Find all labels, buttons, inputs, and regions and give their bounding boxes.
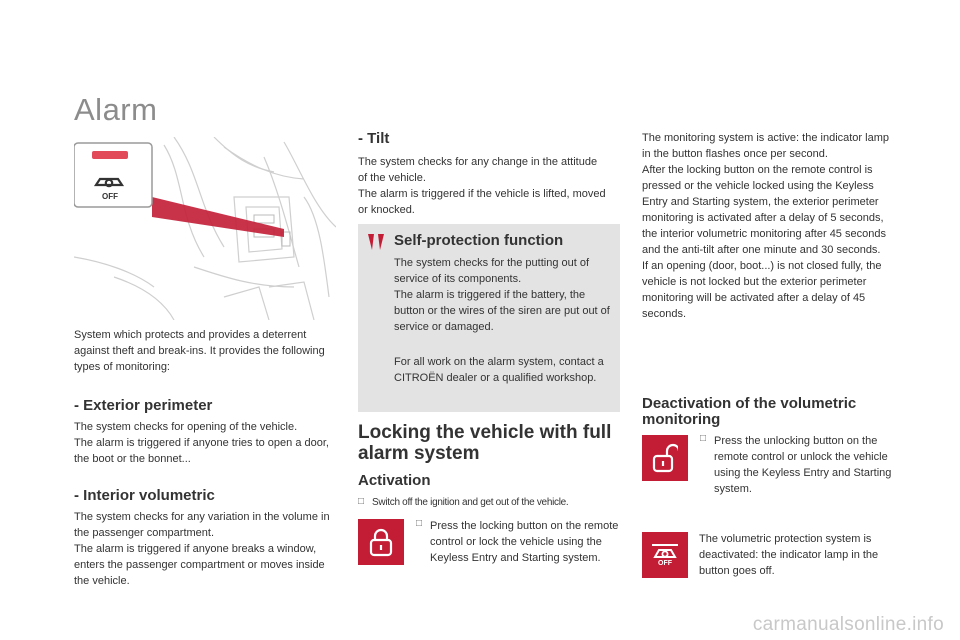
- exterior-heading: - Exterior perimeter: [74, 397, 213, 414]
- tilt-text: The system checks for any change in the attitude of the vehicle. The alarm is triggered if the vehicle is lifted, moved or knocked.: [358, 156, 606, 216]
- self-protection-box: [358, 224, 620, 412]
- dashboard-illustration: [74, 137, 336, 320]
- alarm-off-label: OFF: [658, 560, 672, 567]
- deactivation-step-text: Press the unlocking button on the remote control or unlock the vehicle using the Keyless Entry and Starting system.: [714, 435, 892, 495]
- interior-text: The system checks for any variation in the volume in the passenger compartment. The alarm is triggered if anyone breaks a window, enters the passenger compartment or moves inside the vehicle.: [74, 511, 330, 587]
- locking-heading: Locking the vehicle with full alarm system: [358, 422, 612, 464]
- illustration-off-label: OFF: [102, 192, 118, 201]
- page-title: Alarm: [74, 92, 158, 127]
- activation-step-1-text: Switch off the ignition and get out of the vehicle.: [372, 497, 569, 508]
- deactivation-result: The volumetric protection system is deactivated: the indicator lamp in the button goes off.: [699, 533, 879, 577]
- tilt-heading: - Tilt: [358, 130, 390, 147]
- bullet-icon: □: [416, 518, 423, 529]
- activation-step-2-text: Press the locking button on the remote control or lock the vehicle using the Keyless Entry and Starting system.: [430, 520, 619, 564]
- self-protection-note: For all work on the alarm system, contact a CITROËN dealer or a qualified workshop.: [394, 356, 604, 384]
- padlock-closed-icon: [368, 527, 394, 557]
- activation-step-1: [358, 496, 628, 510]
- activation-heading: Activation: [358, 472, 431, 489]
- lock-button-icon-box: [358, 519, 404, 565]
- deactivation-heading: Deactivation of the volumetric monitoring: [642, 395, 857, 428]
- alarm-off-icon-box: [642, 532, 688, 578]
- monitoring-text: The monitoring system is active: the indicator lamp in the button flashes once per second. After the locking button on the remote control is pressed or the vehicle locked using the Keyless Entry and Starting system, the exterior perimeter monitoring is activated after a delay of 5 seconds, the interior volumetric monitoring after 45 seconds and the anti-tilt after one minute and 30 seconds. If an opening (door, boot...) is not closed fully, the vehicle is not locked but the exterior perimeter monitoring will be activated after a delay of 45 seconds.: [642, 132, 889, 320]
- exterior-text: The system checks for opening of the vehicle. The alarm is triggered if anyone tries to open a door, the boot or the bonnet...: [74, 421, 329, 465]
- alarm-car-icon: [650, 542, 680, 560]
- self-protection-heading: Self-protection function: [394, 232, 564, 249]
- intro-text: System which protects and provides a deterrent against theft and break-ins. It provides the following types of monitoring:: [74, 329, 325, 373]
- padlock-open-icon: [652, 443, 678, 473]
- bullet-icon: □: [358, 496, 365, 507]
- unlock-button-icon-box: [642, 435, 688, 481]
- warning-icon: [364, 232, 388, 252]
- deactivation-step: [700, 433, 906, 497]
- bullet-icon: □: [700, 433, 707, 444]
- dashboard-drawing: [74, 137, 336, 320]
- activation-step-2: [416, 518, 626, 566]
- self-protection-text: The system checks for the putting out of service of its components. The alarm is triggered if the battery, the button or the wires of the siren are put out of service or damaged.: [394, 257, 610, 333]
- interior-heading: - Interior volumetric: [74, 487, 215, 504]
- watermark: carmanualsonline.info: [752, 614, 944, 635]
